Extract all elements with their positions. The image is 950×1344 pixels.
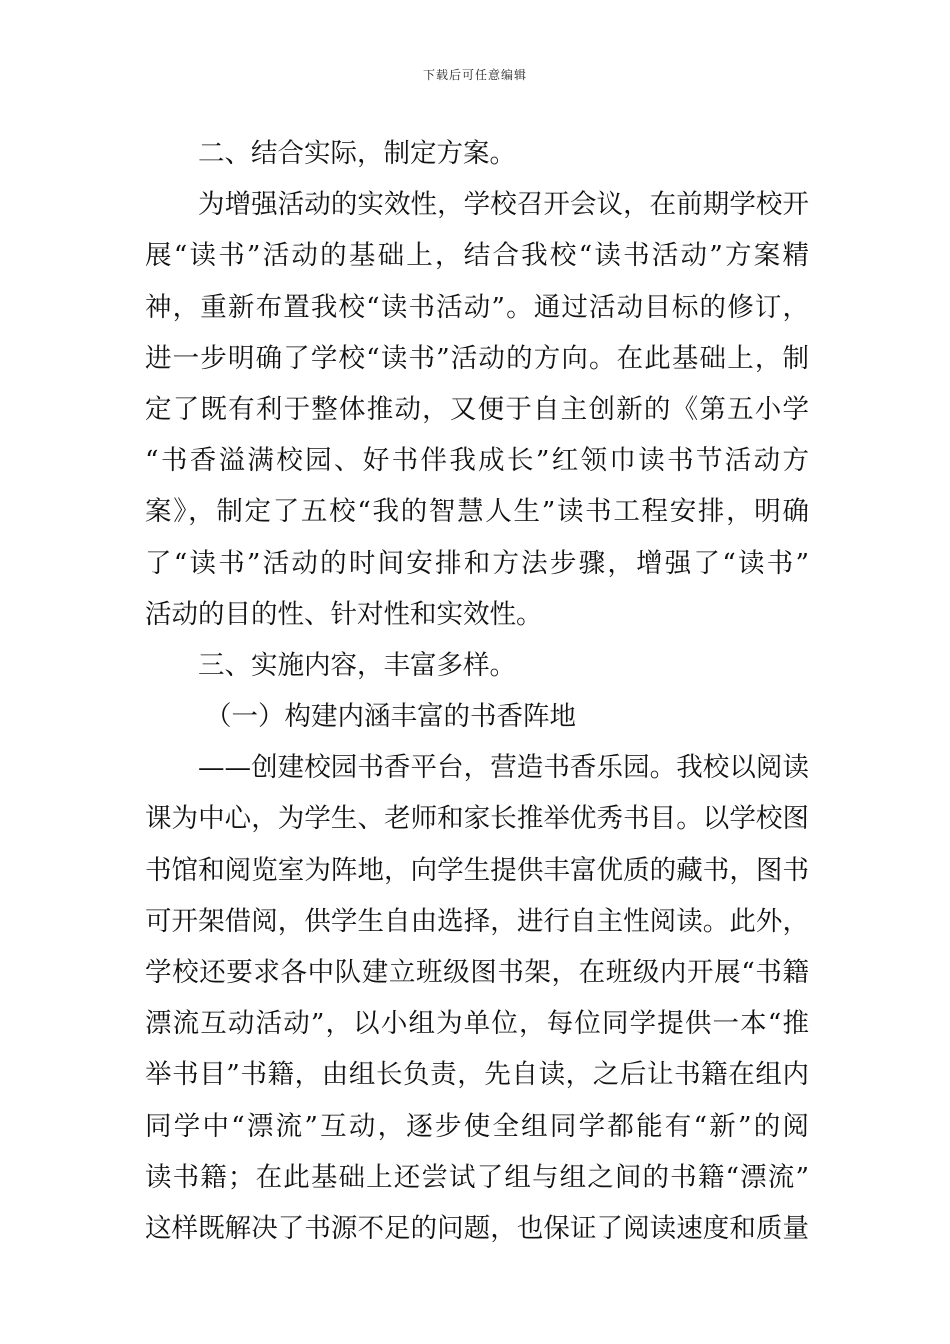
paragraph-line: 神，重新布置我校“读书活动”。通过活动目标的修订，: [145, 291, 809, 323]
paragraph-line: 这样既解决了书源不足的问题，也保证了阅读速度和质量: [145, 1212, 809, 1244]
paragraph-line: 了“读书”活动的时间安排和方法步骤，增强了“读书”: [145, 547, 809, 579]
paragraph-line: 展“读书”活动的基础上，结合我校“读书活动”方案精: [145, 240, 809, 272]
paragraph-line: 课为中心，为学生、老师和家长推举优秀书目。以学校图: [145, 803, 809, 835]
paragraph-line: 举书目”书籍，由组长负责，先自读，之后让书籍在组内: [145, 1059, 809, 1091]
paragraph-line: 读书籍；在此基础上还尝试了组与组之间的书籍“漂流”: [145, 1161, 809, 1193]
section-heading-3: 三、实施内容，丰富多样。: [198, 649, 516, 681]
header-note: 下载后可任意编辑: [422, 68, 527, 82]
section-heading-2: 二、结合实际，制定方案。: [198, 138, 516, 169]
paragraph-line: 定了既有利于整体推动，又便于自主创新的《第五小学: [145, 393, 809, 425]
paragraph-line: ——创建校园书香平台，营造书香乐园。我校以阅读: [198, 752, 809, 784]
paragraph-line: 书馆和阅览室为阵地，向学生提供丰富优质的藏书，图书: [145, 854, 809, 886]
subsection-heading-1: （一）构建内涵丰富的书香阵地: [205, 701, 576, 733]
paragraph-line: 案》，制定了五校“我的智慧人生”读书工程安排，明确: [145, 496, 809, 528]
paragraph-line: 漂流互动活动”，以小组为单位，每位同学提供一本“推: [145, 1008, 809, 1040]
paragraph-line: 进一步明确了学校“读书”活动的方向。在此基础上，制: [145, 342, 809, 374]
paragraph-line-last: 活动的目的性、针对性和实效性。: [145, 598, 543, 630]
paragraph-line: 学校还要求各中队建立班级图书架，在班级内开展“书籍: [145, 957, 809, 988]
paragraph-line: 同学中“漂流”互动，逐步使全组同学都能有“新”的阅: [145, 1110, 809, 1142]
paragraph-line: 可开架借阅，供学生自由选择，进行自主性阅读。此外，: [145, 905, 809, 937]
paragraph-line: 为增强活动的实效性，学校召开会议，在前期学校开: [198, 189, 809, 221]
paragraph-line: “书香溢满校园、好书伴我成长”红领巾读书节活动方: [145, 445, 809, 477]
document-body: [145, 128, 809, 1254]
